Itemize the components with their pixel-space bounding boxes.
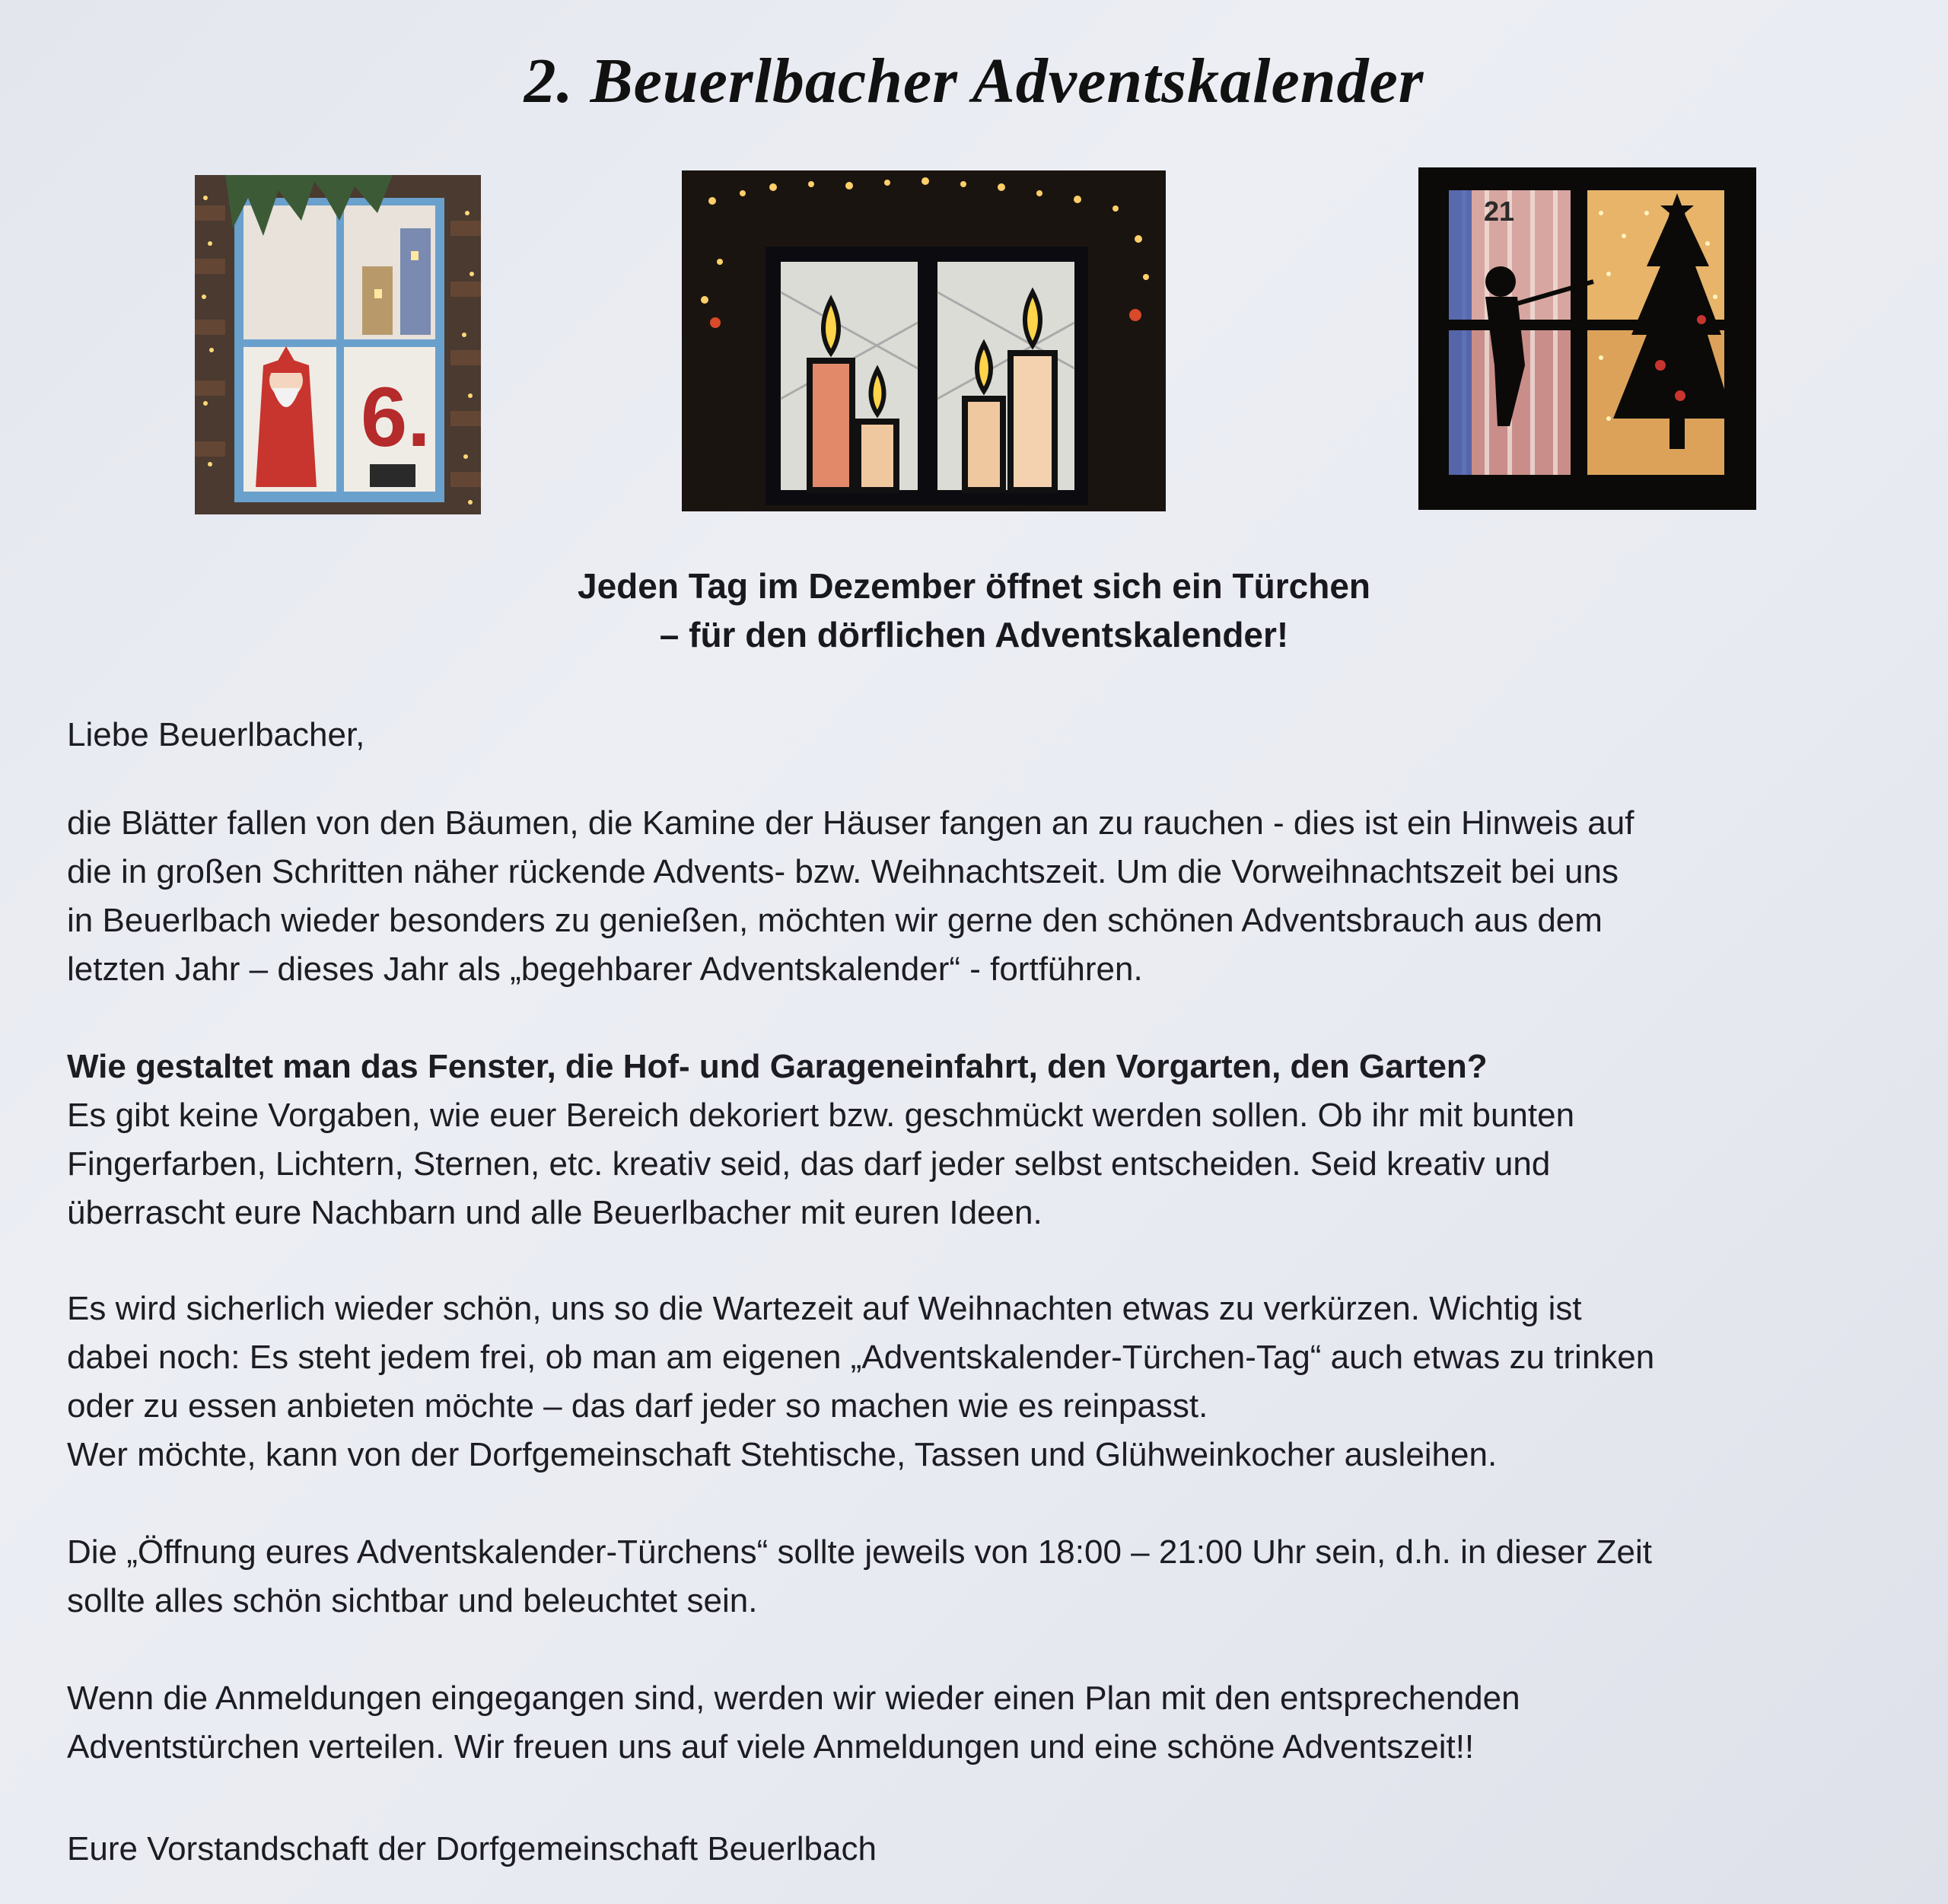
greeting-text: Liebe Beuerlbacher, bbox=[67, 716, 365, 753]
window-candles-photo bbox=[682, 170, 1166, 511]
text-line: Es gibt keine Vorgaben, wie euer Bereich dekoriert bzw. geschmückt werden sollen. Ob ihr mit bunten bbox=[67, 1097, 1575, 1134]
text-line: Fingerfarben, Lichtern, Sternen, etc. kreativ seid, das darf jeder selbst entscheiden. Seid kreativ und bbox=[67, 1145, 1551, 1183]
window-tree-photo bbox=[1418, 167, 1756, 510]
text-line: in Beuerlbach wieder besonders zu genießen, möchten wir gerne den schönen Adventsbrauch aus dem bbox=[67, 902, 1603, 939]
door-number-6: 6. bbox=[361, 371, 431, 464]
window-santa-photo bbox=[195, 175, 481, 514]
subtitle-line-1: Jeden Tag im Dezember öffnet sich ein Türchen bbox=[577, 566, 1371, 606]
text-line: dabei noch: Es steht jedem frei, ob man am eigenen „Adventskalender-Türchen-Tag“ auch etwas zu trinken bbox=[67, 1339, 1655, 1376]
subtitle-line-2: – für den dörflichen Adventskalender! bbox=[659, 615, 1289, 654]
text-line: Wenn die Anmeldungen eingegangen sind, werden wir wieder einen Plan mit den entsprechenden bbox=[67, 1680, 1520, 1717]
paragraph-design bbox=[67, 1043, 1908, 1237]
text-line: überrascht eure Nachbarn und alle Beuerlbacher mit euren Ideen. bbox=[67, 1194, 1042, 1231]
text-line: letzten Jahr – dieses Jahr als „begehbarer Adventskalender“ - fortführen. bbox=[67, 950, 1143, 988]
signoff-text: Eure Vorstandschaft der Dorfgemeinschaft Beuerlbach bbox=[67, 1830, 877, 1867]
text-line: Es wird sicherlich wieder schön, uns so die Wartezeit auf Weihnachten etwas zu verkürzen. Wichtig ist bbox=[67, 1290, 1582, 1327]
text-line: die Blätter fallen von den Bäumen, die Kamine der Häuser fangen an zu rauchen - dies ist ein Hinweis auf bbox=[67, 804, 1634, 842]
greeting bbox=[67, 711, 1908, 759]
paragraph-registration bbox=[67, 1674, 1908, 1772]
subtitle bbox=[0, 562, 1948, 659]
paragraph-refreshments bbox=[67, 1285, 1908, 1479]
text-line: die in großen Schritten näher rückende Advents- bzw. Weihnachtszeit. Um die Vorweihnachtszeit bei uns bbox=[67, 853, 1619, 890]
signoff bbox=[67, 1825, 1908, 1874]
text-line: sollte alles schön sichtbar und beleuchtet sein. bbox=[67, 1582, 758, 1619]
door-number-21: 21 bbox=[1484, 196, 1515, 227]
page-title: 2. Beuerlbacher Adventskalender bbox=[524, 46, 1424, 116]
paragraph-opening-hours bbox=[67, 1528, 1908, 1625]
text-line: Wer möchte, kann von der Dorfgemeinschaft Stehtische, Tassen und Glühweinkocher ausleihen. bbox=[67, 1436, 1498, 1473]
text-line: Die „Öffnung eures Adventskalender-Türchens“ sollte jeweils von 18:00 – 21:00 Uhr sein, d.h. in dieser Zeit bbox=[67, 1533, 1652, 1571]
text-line: Adventstürchen verteilen. Wir freuen uns auf viele Anmeldungen und eine schöne Adventszeit!! bbox=[67, 1728, 1475, 1765]
text-line: oder zu essen anbieten möchte – das darf jeder so machen wie es reinpasst. bbox=[67, 1387, 1208, 1425]
paragraph-intro bbox=[67, 799, 1908, 994]
section-heading: Wie gestaltet man das Fenster, die Hof- und Garageneinfahrt, den Vorgarten, den Garten? bbox=[67, 1048, 1488, 1085]
